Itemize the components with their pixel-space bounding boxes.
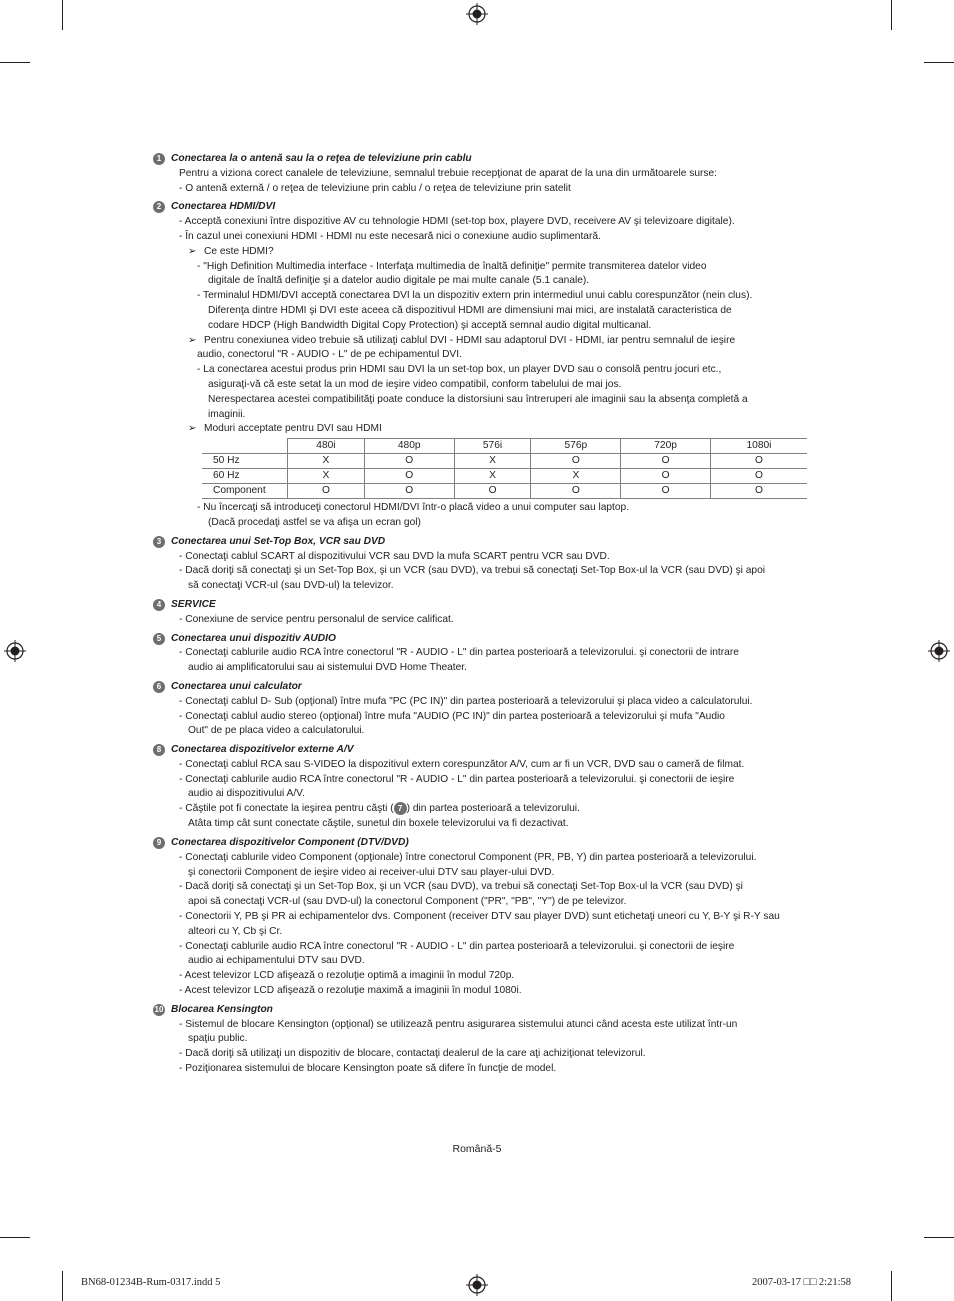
text-line [171,304,813,319]
section-number-badge: 4 [153,599,165,611]
text-fragment: - Poziţionarea sistemului de blocare Kensington poate să difere în funcţie de model. [179,1063,557,1075]
text-fragment: - Conectorii Y, PB şi PR ai echipamentelor dvs. Component (receiver DTV sau player DVD) sunt etichetaţi uneori cu Y, B-Y şi R-Y sau [179,911,780,923]
section-title: Conectarea unui Set-Top Box, VCR sau DVD [171,535,386,547]
text-fragment: imaginii. [208,408,246,420]
registration-mark-icon [466,1274,488,1296]
page-number: Română-5 [452,1143,502,1155]
section-6 [153,680,813,739]
slug-file-name: BN68-01234B-Rum-0317.indd 5 [81,1277,221,1288]
text-line [171,1062,813,1077]
table-cell: O [454,484,531,499]
text-line [171,230,813,245]
text-line [171,408,813,423]
text-line [171,802,813,817]
text-line [171,758,813,773]
table-row [202,454,807,469]
text-fragment: - Conexiune de service pentru personalul de service calificat. [179,613,454,625]
text-fragment: Out" de pe placa video a calculatorului. [188,725,365,737]
text-fragment: - Acest televizor LCD afişează o rezoluţie optimă a imaginii în modul 720p. [179,970,515,982]
text-fragment: - Conectaţi cablurile audio RCA între conectorul "R - AUDIO - L" din partea posterioară a televizorului. şi conectorii de ieşire [179,940,735,952]
section-8 [153,743,813,832]
text-line [171,817,813,832]
table-cell: X [288,469,365,484]
crop-mark [0,1237,30,1238]
table-row [202,469,807,484]
crop-mark [891,1271,892,1301]
section-title: Conectarea dispozitivelor externe A/V [171,744,354,756]
text-fragment: codare HDCP (High Bandwidth Digital Copy Protection) şi acceptă semnal audio digital multicanal. [208,319,652,331]
table-cell: O [364,484,454,499]
text-fragment: - Dacă doriţi să conectaţi şi un Set-Top Box, şi un VCR (sau DVD), va trebui să conectaţi Set-Top Box-ul la VCR (sau DVD) şi apoi [179,565,766,577]
text-line [171,910,813,925]
text-fragment: audio ai amplificatorului sau ai sistemului DVD Home Theater. [188,662,467,674]
text-fragment: Moduri acceptate pentru DVI sau HDMI [204,423,382,435]
text-fragment: - Dacă doriţi să utilizaţi un dispozitiv de blocare, contactaţi dealerul de la care aţi achiziţionat televizorul. [179,1048,646,1060]
text-line [171,880,813,895]
text-fragment: să conectaţi VCR-ul (sau DVD-ul) la televizor. [188,580,394,592]
text-line [171,646,813,661]
text-fragment: Ce este HDMI? [204,245,274,257]
text-line [171,363,813,378]
text-fragment: - Acest televizor LCD afişează o rezoluţie maximă a imaginii în modul 1080i. [179,985,522,997]
table-row [202,484,807,499]
text-line [171,895,813,910]
table-cell: O [710,469,807,484]
text-line [171,564,813,579]
text-line [171,579,813,594]
table-cell: O [621,469,711,484]
text-line [171,1018,813,1033]
table-header-cell: 1080i [710,439,807,454]
crop-mark [62,0,63,30]
text-line [171,851,813,866]
text-line [171,182,813,197]
table-cell: O [710,484,807,499]
section-title: Conectarea dispozitivelor Component (DTV/DVD) [171,837,409,849]
table-cell: 60 Hz [202,469,288,484]
table-cell: X [454,469,531,484]
note-arrow-icon: ➢ [188,423,197,435]
section-title: Blocarea Kensington [171,1003,273,1015]
text-fragment: ) din partea posterioară a televizorului. [406,803,580,815]
text-line [171,378,813,393]
table-cell: O [288,484,365,499]
section-title: SERVICE [171,598,216,610]
registration-mark-icon [928,640,950,662]
table-header-cell: 576p [531,439,621,454]
text-line [171,866,813,881]
text-line [171,550,813,565]
note-arrow-icon: ➢ [188,334,197,346]
text-fragment: şi conectorii Component de ieşire video ai receiver-ului DTV sau player-ului DVD. [188,866,555,878]
text-line [171,167,813,182]
section-number-badge: 6 [153,681,165,693]
table-header-cell [202,439,288,454]
section-title: Conectarea unui calculator [171,680,302,692]
section-3 [153,535,813,594]
section-number-badge: 2 [153,201,165,213]
text-fragment: Pentru a viziona corect canalele de televiziune, semnalul trebuie recepţionat de aparat de la una din următoarele surse: [179,167,717,179]
text-fragment: Pentru conexiunea video trebuie să utilizaţi cablul DVI - HDMI sau adaptorul DVI - HDMI, iar pentru semnalul de ieşire [204,334,736,346]
text-fragment: - Terminalul HDMI/DVI acceptă conectarea DVI la un dispozitiv extern prin intermediul unui cablu corespunzător (nein clus). [197,290,753,302]
text-fragment: - "High Definition Multimedia interface - Interfaţa multimedia de înaltă definiţie" permite transmiterea datelor video [197,260,707,272]
text-line [171,613,813,628]
table-header-cell: 720p [621,439,711,454]
text-line [171,969,813,984]
section-number-badge: 1 [153,153,165,165]
text-line [171,215,813,230]
text-fragment: Atâta timp cât sunt conectate căştile, sunetul din boxele televizorului va fi dezactivat. [188,818,569,830]
section-number-badge: 10 [154,1004,164,1014]
section-1 [153,152,813,196]
text-line [171,773,813,788]
registration-mark-icon [466,3,488,25]
text-line [171,422,813,437]
text-fragment: - Conectaţi cablurile audio RCA între conectorul "R - AUDIO - L" din partea posterioară a televizorului. şi conectorii de ieşire [179,773,735,785]
text-fragment: - Conectaţi cablul RCA sau S-VIDEO la dispozitivul extern corespunzător A/V, cum ar fi un VCR, DVD sau o cameră de filmat. [179,758,745,770]
table-cell: O [621,454,711,469]
document-body [153,152,813,1081]
crop-mark [0,62,30,63]
table-cell: X [531,469,621,484]
section-title: Conectarea HDMI/DVI [171,201,276,213]
table-header-cell: 480i [288,439,365,454]
section-9 [153,836,813,999]
text-line [171,954,813,969]
text-fragment: spaţiu public. [188,1033,248,1045]
crop-mark [924,1237,954,1238]
crop-mark [62,1271,63,1301]
crop-mark [924,62,954,63]
text-line [171,260,813,275]
table-cell: Component [202,484,288,499]
text-line [171,348,813,363]
headphone-jack-badge: 7 [394,802,407,815]
table-header-row [202,439,807,454]
supported-modes-table [202,438,807,499]
section-number-badge: 8 [153,744,165,756]
text-fragment: - Sistemul de blocare Kensington (opţional) se utilizează pentru asigurarea sistemului atunci când acesta este utilizat într-un [179,1018,738,1030]
text-fragment: digitale de înaltă definiţie şi a datelor audio digitale pe mai multe canale (5.1 canale). [208,275,590,287]
text-line [171,984,813,999]
text-fragment: audio ai echipamentului DTV sau DVD. [188,955,365,967]
table-cell: O [621,484,711,499]
text-line [171,695,813,710]
text-line [171,319,813,334]
crop-mark [891,0,892,30]
text-line [171,501,813,516]
text-fragment: - La conectarea acestui produs prin HDMI sau DVI la un set-top box, un player DVD sau o consolă pentru jocuri etc., [197,364,722,376]
text-fragment: - În cazul unei conexiuni HDMI - HDMI nu este necesară nici o conexiune audio suplimentară. [179,230,601,242]
table-cell: X [288,454,365,469]
registration-mark-icon [4,640,26,662]
text-fragment: - Nu încercaţi să introduceţi conectorul HDMI/DVI într-o placă video a unui computer sau laptop. [197,502,630,514]
text-line [171,710,813,725]
note-arrow-icon: ➢ [188,245,197,257]
text-line [171,334,813,349]
text-fragment: asiguraţi-vă că este setat la un mod de ieşire video compatibil, conform tabelului de mai jos. [208,378,622,390]
section-4 [153,598,813,628]
text-line [171,516,813,531]
text-fragment: - Acceptă conexiuni între dispozitive AV cu tehnologie HDMI (set-top box, playere DVD, receivere AV şi televizoare digitale). [179,216,735,228]
table-cell: O [364,469,454,484]
text-line [171,289,813,304]
section-title: Conectarea unui dispozitiv AUDIO [171,632,336,644]
text-fragment: (Dacă procedaţi astfel se va afişa un ecran gol) [208,516,421,528]
text-fragment: - Conectaţi cablul D- Sub (opţional) între mufa "PC (PC IN)" din partea posterioară a televizorului şi placa video a calculatorului. [179,695,753,707]
text-fragment: - O antenă externă / o reţea de televiziune prin cablu / o reţea de televiziune prin satelit [179,182,571,194]
text-line [171,724,813,739]
section-10 [153,1003,813,1077]
text-line [171,393,813,408]
text-line [171,787,813,802]
table-cell: O [531,454,621,469]
table-cell: X [454,454,531,469]
section-title: Conectarea la o antenă sau la o reţea de televiziune prin cablu [171,153,472,164]
text-fragment: - Conectaţi cablul audio stereo (opţional) între mufa "AUDIO (PC IN)" din partea posterioară a televizorului şi mufa "Audio [179,710,725,722]
section-5 [153,632,813,676]
text-line [171,274,813,289]
text-fragment: - Conectaţi cablul SCART al dispozitivului VCR sau DVD la mufa SCART pentru VCR sau DVD. [179,550,610,562]
table-cell: O [364,454,454,469]
section-number-badge: 5 [153,633,165,645]
text-line [171,661,813,676]
text-fragment: Diferenţa dintre HDMI şi DVI este aceea că dispozitivul HDMI are dimensiuni mai mici, are instalată caracteristica de [208,304,732,316]
text-fragment: Nerespectarea acestei compatibilităţi poate conduce la distorsiuni sau întreruperi ale imaginii sau la absenţa completă a [208,393,748,405]
table-header-cell: 576i [454,439,531,454]
text-line [171,1047,813,1062]
section-2 [153,200,813,530]
table-cell: 50 Hz [202,454,288,469]
section-number-badge: 3 [153,536,165,548]
table-header-cell: 480p [364,439,454,454]
text-line [171,1032,813,1047]
text-line [171,925,813,940]
text-fragment: audio, conectorul "R - AUDIO - L" de pe echipamentul DVI. [197,349,462,361]
slug-timestamp: 2007-03-17 □□ 2:21:58 [752,1277,852,1288]
text-fragment: alteori cu Y, Cb şi Cr. [188,925,283,937]
table-cell: O [531,484,621,499]
text-line [171,245,813,260]
text-fragment: apoi să conectaţi VCR-ul (sau DVD-ul) la conectorul Component ("PR", "PB", "Y") de pe televizor. [188,896,627,908]
table-cell: O [710,454,807,469]
section-number-badge: 9 [153,837,165,849]
text-fragment: - Conectaţi cablurile video Component (opţionale) între conectorul Component (PR, PB, Y) din partea posterioară a televizorului. [179,851,757,863]
text-fragment: audio ai dispozitivului A/V. [188,788,305,800]
text-fragment: - Dacă doriţi să conectaţi şi un Set-Top Box, şi un VCR (sau DVD), va trebui să conectaţi Set-Top Box-ul la VCR (sau DVD) şi [179,881,743,893]
text-line [171,940,813,955]
text-fragment: - Conectaţi cablurile audio RCA între conectorul "R - AUDIO - L" din partea posterioară a televizorului. şi conectorii de intrare [179,647,739,659]
text-fragment: - Căştile pot fi conectate la ieşirea pentru căşti ( [179,803,394,815]
